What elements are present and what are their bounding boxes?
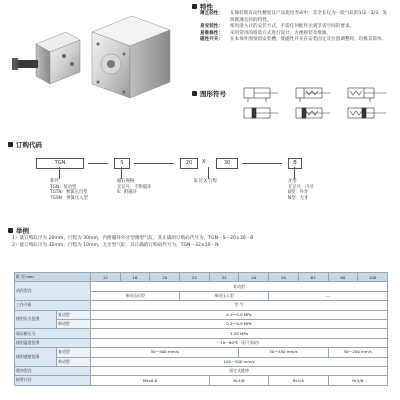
example-line: 1）欲订购缸径为 20mm，行程为 30mm，内附磁环外牙型薄型气缸，其正确的订购码代号为，TGN－S－20×30－B: [12, 236, 254, 241]
table-header-cell: 12: [91, 273, 121, 282]
table-row: [15, 301, 388, 310]
code-bore-box: 20: [180, 158, 198, 169]
magnet-legend-line: S：附磁环: [117, 190, 137, 196]
table-cell: －10～60℃（但不冻结）: [91, 338, 388, 347]
series-legend-title: 系列: [50, 179, 59, 184]
bore-stroke-legend: 缸径 X 行程: [194, 179, 217, 184]
table-cell: 30～350 mm/s: [239, 348, 328, 357]
table-cell: 空 气: [91, 301, 388, 310]
table-cell: M5x0.8: [91, 376, 210, 385]
table-row: [15, 319, 388, 328]
magnet-legend: [117, 179, 151, 196]
graphic-symbols: [240, 84, 396, 124]
row-label: 使用压力范围: [15, 310, 57, 329]
series-legend: [50, 179, 88, 201]
thread-legend-line: B型：外牙: [288, 190, 309, 196]
table-row: [15, 348, 388, 357]
example-title: [8, 226, 29, 235]
table-cell: —: [269, 291, 388, 300]
table-cell: Rc1/4: [269, 376, 328, 385]
code-series-box: TGN: [36, 158, 84, 169]
product-photo: [4, 4, 180, 104]
table-cell: 固定式缓冲: [91, 366, 388, 375]
thread-legend-line: N型：无牙: [288, 195, 309, 201]
large-cylinder-image: [92, 16, 170, 98]
table-row: [15, 366, 388, 375]
row-sublabel: 单动型: [57, 319, 91, 328]
example-title-text: 举例: [16, 227, 29, 235]
table-cell: 复动型: [91, 282, 388, 291]
thread-legend-title: 牙型: [288, 179, 297, 184]
table-header-cell: 16: [120, 273, 150, 282]
table-header-cell: 50: [269, 273, 299, 282]
table-row: [15, 357, 388, 366]
double-acting-symbol: [244, 88, 278, 102]
table-cell: Rc1/8: [209, 376, 268, 385]
table-cell: 0.2～0.9 MPa: [91, 319, 388, 328]
square-bullet-icon: [8, 142, 13, 147]
leader-line: [294, 167, 295, 179]
single-acting-push-magnet-symbol: [296, 108, 330, 118]
table-header-cell: 25: [180, 273, 210, 282]
order-title-text: 订购代码: [16, 141, 42, 149]
magnet-legend-line: 无记号：不附磁环: [117, 184, 152, 190]
table-row: [15, 282, 388, 291]
example-line: 2）欲订购缸径为 32mm，行程为 10mm，无牙型气缸，其正确的订购码代号为，TGN－32×10－N: [12, 243, 219, 248]
features-list: [200, 11, 396, 44]
row-sublabel: 单动型: [57, 357, 91, 366]
table-header-cell: 100: [358, 273, 388, 282]
feature-label: 易安装性：: [200, 24, 223, 30]
square-bullet-icon: [8, 228, 13, 233]
row-label: 动作型式: [15, 282, 91, 301]
table-cell: 30～500 mm/s: [91, 348, 239, 357]
example-list: [12, 235, 396, 249]
small-cylinder-image: [12, 32, 80, 84]
feature-item: [200, 37, 396, 44]
row-sublabel: 复动型: [57, 310, 91, 319]
table-row: [15, 329, 388, 338]
feature-text: 在本体外围预留安装槽，使磁性开关在安装固定及位置调整时，均极其简单。: [230, 37, 387, 43]
leader-line: [208, 167, 209, 179]
series-legend-line: TGTN：弹簧压出型: [50, 190, 88, 196]
thread-legend-line: 无记号：内牙: [288, 184, 314, 190]
table-header-label: 缸 径 mm: [15, 273, 91, 282]
table-row: [15, 273, 388, 282]
code-stroke-box: 30: [216, 158, 238, 169]
table-cell: 30～250 mm/s: [328, 348, 388, 357]
row-label: 保证耐压力: [15, 329, 91, 338]
table-header-cell: 80: [328, 273, 358, 282]
code-magnet-box: S: [114, 158, 130, 169]
code-dash: [242, 163, 282, 164]
table-cell: 单动压入型: [180, 291, 269, 300]
feature-item: [200, 24, 396, 31]
code-dash: [88, 163, 108, 164]
table-cell: Rc3/8: [328, 376, 388, 385]
leader-line: [59, 167, 60, 179]
feature-label: 薄且轻性：: [200, 11, 223, 16]
table-row: [15, 310, 388, 319]
table-cell: 100～500 mm/s: [91, 357, 388, 366]
row-label: 缓冲型式: [15, 366, 91, 375]
order-title: [8, 140, 42, 149]
table-cell: 单动压出型: [91, 291, 180, 300]
code-dash: [134, 163, 174, 164]
magnet-legend-title: 磁石规格: [117, 179, 135, 184]
table-row: [15, 376, 388, 385]
symbols-title-text: 图形符号: [200, 90, 226, 98]
row-label: 工作介质: [15, 301, 91, 310]
row-label: 使用温度范围: [15, 338, 91, 347]
single-acting-pull-magnet-symbol: [348, 108, 386, 118]
leader-line: [121, 167, 122, 179]
table-header-cell: 32: [209, 273, 239, 282]
feature-text: 使用滑入式的安装方式，不需任何配件达到节省空间的要求。: [230, 24, 355, 30]
series-legend-line: TGN：复动型: [50, 184, 77, 190]
symbols-title: [192, 89, 226, 98]
feature-item: [200, 11, 396, 24]
code-thread-box: B: [288, 158, 302, 169]
table-header-cell: 40: [239, 273, 269, 282]
row-label: 使用速度范围: [15, 348, 57, 367]
feature-label: 易维修性：: [200, 30, 223, 36]
row-sublabel: 复动型: [57, 348, 91, 357]
table-header-cell: 63: [298, 273, 328, 282]
features-title: [192, 2, 213, 11]
single-acting-push-symbol: [296, 88, 330, 102]
feature-label: 磁性开关：: [200, 37, 223, 43]
single-acting-pull-symbol: [348, 88, 386, 102]
square-bullet-icon: [192, 91, 197, 96]
square-bullet-icon: [192, 4, 197, 9]
thread-legend: [288, 179, 314, 201]
table-header-cell: 20: [150, 273, 180, 282]
code-x: X: [202, 159, 206, 165]
spec-table-wrap: [14, 272, 388, 386]
table-cell: 0.1～0.9 MPa: [91, 310, 388, 319]
features-title-text: 特性: [200, 3, 213, 11]
series-legend-line: TGSN：弹簧压入型: [50, 195, 88, 201]
table-cell: 1.35 MPa: [91, 329, 388, 338]
table-row: [15, 338, 388, 347]
feature-text: 采用常用的组装方式进行设计，方便拆装及维修。: [230, 30, 332, 36]
feature-text: 在保持既有动作精度及产品使用寿命中，其全长仅为一般气缸的1/2－1/3，发挥既薄且轻的特性。: [230, 11, 388, 23]
double-acting-magnet-symbol: [244, 108, 278, 118]
spec-table: [14, 272, 388, 386]
row-label: 接管口径: [15, 376, 91, 385]
